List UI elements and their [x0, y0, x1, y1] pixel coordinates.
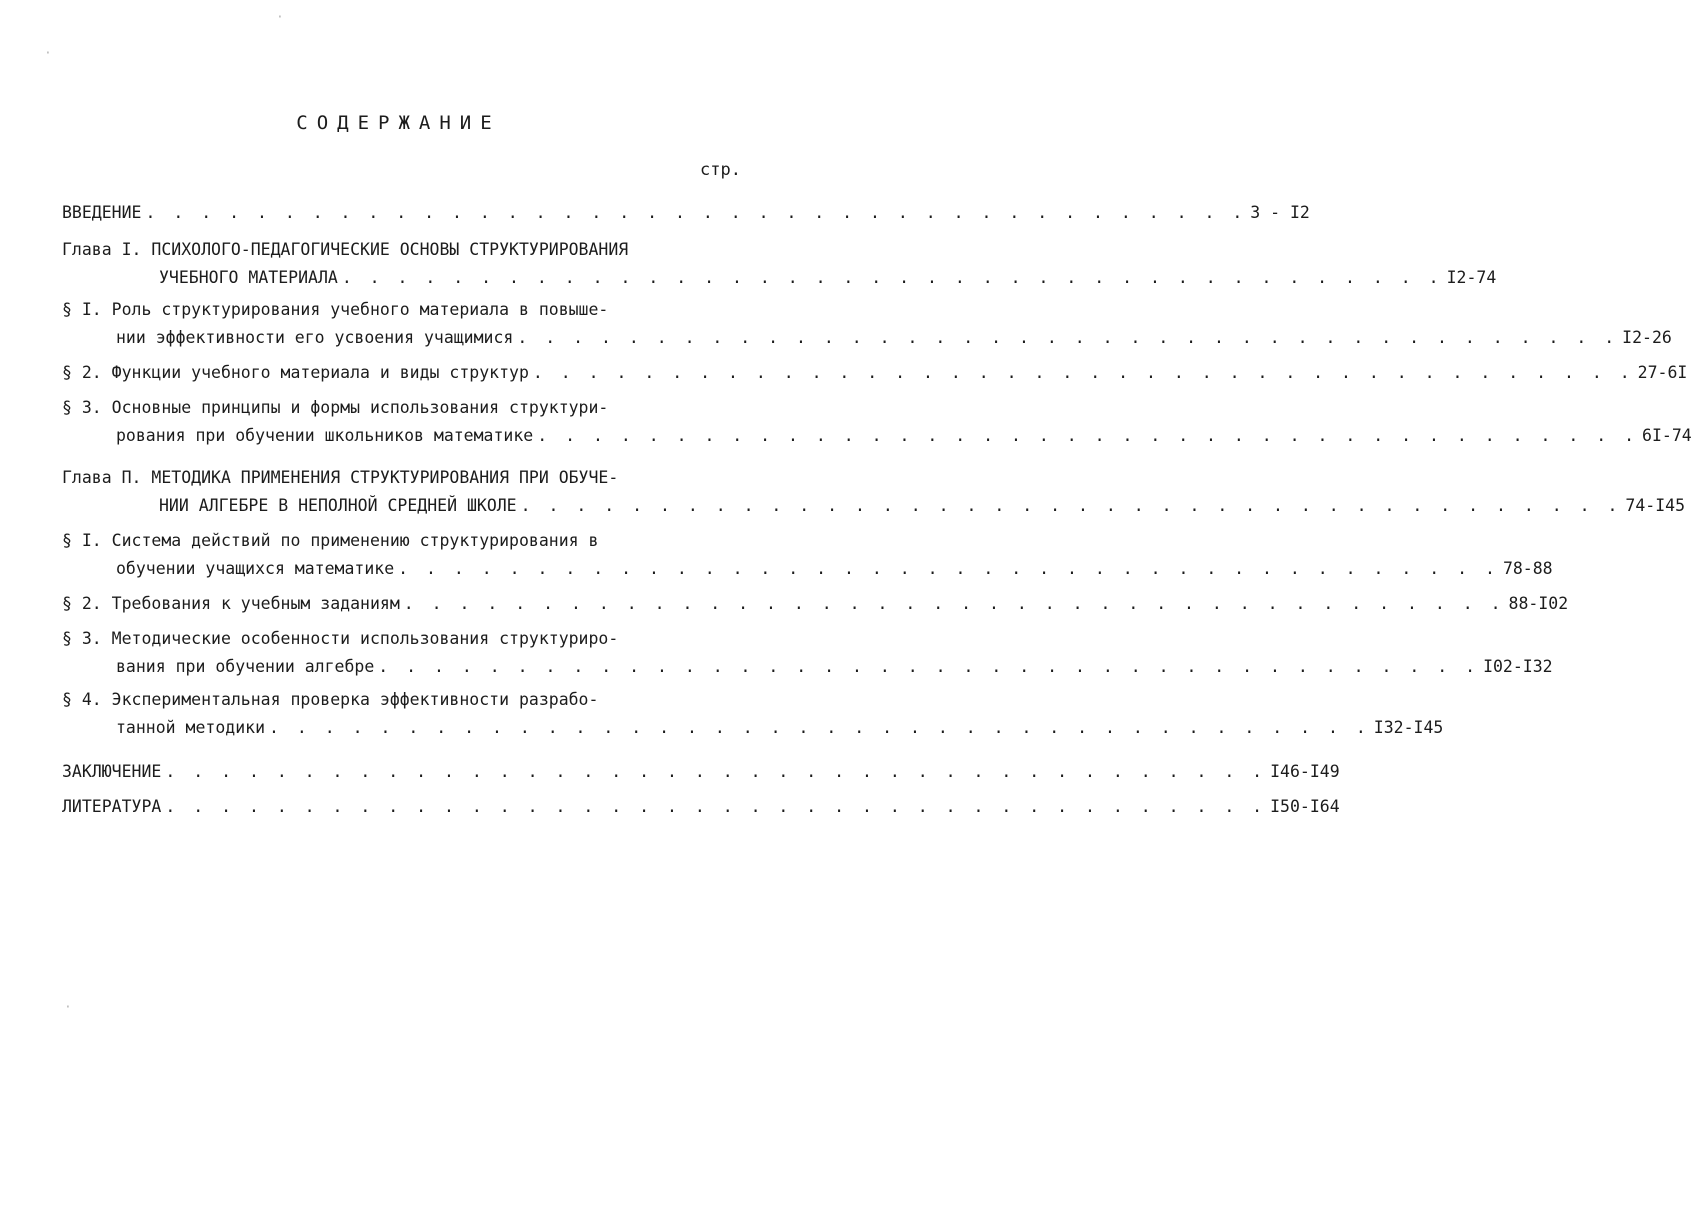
toc-entry — [62, 593, 1569, 615]
toc-entry-text: § I. Роль структурирования учебного материала в повыше- — [62, 300, 609, 319]
toc-line — [62, 495, 1686, 517]
dot-leader: . . . . . . . . . . . . . . . . . . . . . . . . . . . . . . . . . . . . . . . . — [145, 203, 1247, 222]
toc-entry-page: 3 - I2 — [1250, 203, 1310, 222]
toc-entry-text: ВВЕДЕНИЕ — [62, 203, 142, 222]
toc-entry-page: 88-I02 — [1508, 594, 1569, 613]
dot-leader: . . . . . . . . . . . . . . . . . . . . . . . . . . . . . . . . . . . . . . . . — [532, 363, 1634, 382]
toc-entry — [62, 628, 1553, 678]
toc-entry-page: I46-I49 — [1270, 762, 1340, 781]
toc-entry-text: § I. Система действий по применению структурирования в — [62, 531, 599, 550]
toc-entry-text: НИИ АЛГЕБРЕ В НЕПОЛНОЙ СРЕДНЕЙ ШКОЛЕ — [159, 496, 517, 515]
toc-entry-page: I02-I32 — [1483, 657, 1553, 676]
toc-entry-text: ЛИТЕРАТУРА — [62, 797, 162, 816]
toc-line — [62, 467, 752, 489]
toc-line — [62, 717, 1444, 739]
toc-line — [62, 593, 1569, 615]
toc-line — [62, 761, 1340, 783]
toc-entry — [62, 397, 1692, 447]
toc-entry-text: нии эффективности его усвоения учащимися — [116, 328, 514, 347]
toc-entry-page: I32-I45 — [1373, 718, 1444, 737]
toc-entry-text: § 3. Методические особенности использования структуриро- — [62, 629, 619, 648]
toc-entry — [62, 467, 1686, 517]
toc-line — [62, 689, 752, 711]
toc-entry-page: I2-74 — [1446, 268, 1497, 287]
dot-leader: . . . . . . . . . . . . . . . . . . . . . . . . . . . . . . . . . . . . . . . . — [537, 426, 1639, 445]
toc-line — [62, 327, 1672, 349]
toc-entry-text: Глава П. МЕТОДИКА ПРИМЕНЕНИЯ СТРУКТУРИРОВАНИЯ ПРИ ОБУЧЕ- — [62, 468, 619, 487]
toc-line — [62, 239, 752, 261]
scan-speck: · — [64, 1000, 72, 1015]
toc-entry-text: § 2. Требования к учебным заданиям — [62, 594, 400, 613]
toc-entry — [62, 362, 1688, 384]
toc-entry-text: ЗАКЛЮЧЕНИЕ — [62, 762, 162, 781]
toc-entry — [62, 761, 1340, 783]
toc-entry-page: 27-6I — [1637, 363, 1688, 382]
toc-line — [62, 397, 752, 419]
dot-leader: . . . . . . . . . . . . . . . . . . . . . . . . . . . . . . . . . . . . . . . . — [269, 718, 1370, 737]
dot-leader: . . . . . . . . . . . . . . . . . . . . . . . . . . . . . . . . . . . . . . . . — [378, 657, 1480, 676]
toc-line — [62, 202, 1310, 224]
toc-entry — [62, 239, 1497, 289]
toc-entry-text: УЧЕБНОГО МАТЕРИАЛА — [159, 268, 338, 287]
toc-entry — [62, 299, 1672, 349]
toc-entry-text: Глава I. ПСИХОЛОГО-ПЕДАГОГИЧЕСКИЕ ОСНОВЫ СТРУКТУРИРОВАНИЯ — [62, 240, 629, 259]
dot-leader: . . . . . . . . . . . . . . . . . . . . . . . . . . . . . . . . . . . . . . . . — [165, 797, 1267, 816]
dot-leader: . . . . . . . . . . . . . . . . . . . . . . . . . . . . . . . . . . . . . . . . — [520, 496, 1622, 515]
toc-entry-text: § 4. Экспериментальная проверка эффективности разрабо- — [62, 690, 599, 709]
page-title: СОДЕРЖАНИЕ — [296, 112, 501, 134]
toc-entry — [62, 202, 1310, 224]
dot-leader: . . . . . . . . . . . . . . . . . . . . . . . . . . . . . . . . . . . . . . . . — [403, 594, 1505, 613]
dot-leader: . . . . . . . . . . . . . . . . . . . . . . . . . . . . . . . . . . . . . . . . — [517, 328, 1619, 347]
toc-entry-text: рования при обучении школьников математике — [116, 426, 534, 445]
scan-speck: · — [276, 10, 284, 25]
toc-entry — [62, 796, 1340, 818]
toc-entry-page: 78-88 — [1502, 559, 1553, 578]
toc-entry-page: I2-26 — [1622, 328, 1672, 347]
toc-entry-text: вания при обучении алгебре — [116, 657, 375, 676]
toc-line — [62, 530, 752, 552]
toc-line — [62, 656, 1553, 678]
toc-entry — [62, 689, 1444, 739]
toc-line — [62, 558, 1553, 580]
toc-line — [62, 362, 1688, 384]
toc-entry-page: I50-I64 — [1270, 797, 1340, 816]
scan-speck: · — [44, 46, 52, 61]
toc-line — [62, 267, 1497, 289]
toc-entry-text: § 2. Функции учебного материала и виды структур — [62, 363, 529, 382]
toc-entry-text: § 3. Основные принципы и формы использования структури- — [62, 398, 609, 417]
toc-line — [62, 299, 752, 321]
toc-entry — [62, 530, 1553, 580]
toc-entry-text: обучении учащихся математике — [116, 559, 395, 578]
toc-entry-page: 74-I45 — [1625, 496, 1686, 515]
dot-leader: . . . . . . . . . . . . . . . . . . . . . . . . . . . . . . . . . . . . . . . . — [165, 762, 1267, 781]
page-column-header: стр. — [700, 160, 741, 180]
toc-line — [62, 425, 1692, 447]
dot-leader: . . . . . . . . . . . . . . . . . . . . . . . . . . . . . . . . . . . . . . . . — [398, 559, 1499, 578]
dot-leader: . . . . . . . . . . . . . . . . . . . . . . . . . . . . . . . . . . . . . . . . — [341, 268, 1443, 287]
toc-line — [62, 796, 1340, 818]
toc-entry-page: 6I-74 — [1642, 426, 1692, 445]
toc-entry-text: танной методики — [116, 718, 266, 737]
toc-line — [62, 628, 752, 650]
